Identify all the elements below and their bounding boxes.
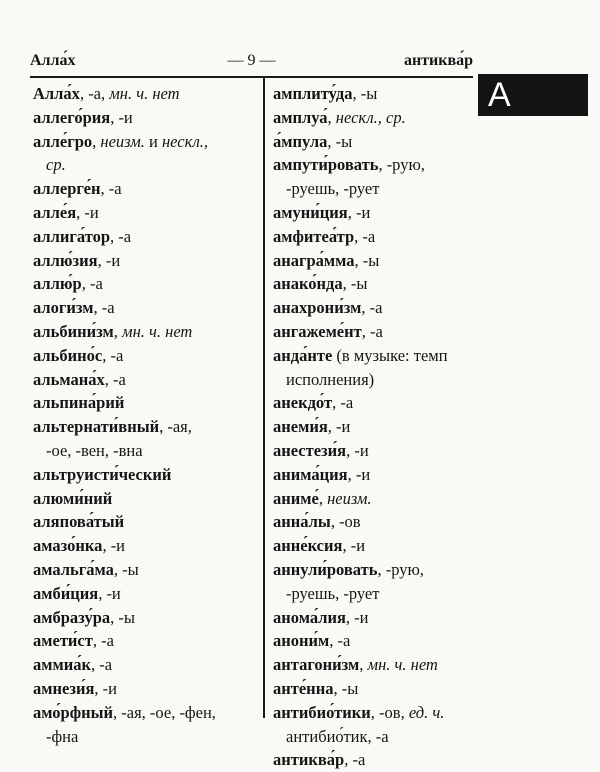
headword: алле́гро	[33, 131, 93, 151]
entry-text: -руешь, -рует	[286, 179, 380, 199]
headword: аляпова́тый	[33, 512, 125, 532]
dictionary-entry	[273, 629, 478, 653]
headword: анестези́я	[273, 440, 347, 460]
entry-text: , -а,	[79, 84, 110, 103]
headword: альтернати́вный	[33, 417, 160, 437]
entry-text: , -ов	[330, 512, 361, 532]
headword: анда́нте	[273, 345, 333, 365]
dictionary-entry	[273, 677, 478, 701]
dictionary-entry	[33, 534, 259, 558]
dictionary-entry	[33, 558, 259, 582]
entry-text: , -и	[342, 536, 366, 556]
entry-text: , -и	[76, 202, 99, 222]
entry-text: , -и	[327, 417, 351, 437]
dictionary-entry	[273, 391, 478, 415]
entry-text: , -ы	[327, 131, 353, 151]
entry-text: ,	[327, 107, 336, 127]
headword: амплуа́	[273, 107, 328, 127]
headword: алюми́ний	[33, 488, 113, 508]
dictionary-entry	[33, 701, 259, 725]
entry-text: ,	[318, 488, 328, 508]
entry-text: , -а	[361, 321, 383, 341]
headword: анима́ция	[273, 464, 348, 484]
headword: аммиа́к	[33, 655, 91, 675]
headword: амо́рфный	[33, 702, 114, 722]
headword: амби́ция	[33, 583, 99, 603]
entry-text: , -ы	[333, 678, 359, 698]
dictionary-entry	[33, 487, 259, 511]
dictionary-entry	[273, 748, 478, 772]
entry-continuation-line	[33, 439, 259, 463]
dictionary-entry	[33, 463, 259, 487]
entry-text: ,	[92, 131, 101, 151]
entry-text: , -и	[347, 202, 371, 222]
dictionary-entry	[273, 296, 478, 320]
entry-text: , -ы	[110, 607, 135, 627]
entry-text: , -а	[100, 179, 122, 199]
entry-text: -ое, -вен, -вна	[46, 440, 143, 460]
letter-thumb-tab	[478, 74, 588, 116]
grammar-note: неизм.	[327, 488, 372, 508]
dictionary-entry	[33, 106, 259, 130]
entry-text: , -и	[347, 464, 371, 484]
entry-continuation-line	[273, 582, 478, 606]
dictionary-entry	[273, 225, 478, 249]
dictionary-entry	[33, 130, 259, 154]
dictionary-entry	[273, 487, 478, 511]
entry-continuation-line	[273, 177, 478, 201]
entry-text: , -а	[332, 393, 354, 413]
dictionary-entry	[273, 130, 478, 154]
dictionary-entry	[273, 106, 478, 130]
entry-continuation-line	[33, 725, 259, 749]
grammar-note: мн. ч. нет	[122, 321, 193, 341]
left-entry-column	[33, 82, 259, 748]
entry-text: исполнения)	[286, 369, 375, 389]
headword: аллю́р	[33, 274, 82, 294]
dictionary-entry	[33, 344, 259, 368]
dictionary-entry	[33, 249, 259, 273]
headword: аллю́зия	[33, 250, 98, 270]
headword: анекдо́т	[273, 393, 333, 413]
entry-continuation-line	[273, 368, 478, 392]
headword: Алла́х	[33, 84, 80, 103]
dictionary-entry	[33, 272, 259, 296]
entry-text: , -а	[361, 298, 383, 318]
entry-text: -фна	[46, 726, 79, 746]
dictionary-entry	[33, 582, 259, 606]
headword: ампути́ровать	[273, 155, 379, 175]
dictionary-entry	[273, 153, 478, 177]
entry-text: , -ы	[342, 274, 368, 294]
entry-text: , -ы	[352, 84, 378, 103]
entry-text: , -а	[110, 226, 132, 246]
dictionary-entry	[33, 653, 259, 677]
dictionary-entry	[273, 272, 478, 296]
dictionary-entry	[273, 558, 478, 582]
dictionary-entry	[273, 439, 478, 463]
dictionary-entry	[273, 249, 478, 273]
entry-text: , -а	[354, 226, 376, 246]
entry-text: , -и	[102, 536, 126, 556]
column-divider	[263, 78, 265, 718]
entry-text: (в музыке: темп	[332, 345, 448, 365]
headword: анако́нда	[273, 274, 343, 294]
entry-text: ,	[359, 655, 368, 675]
entry-text: , -ая, -ое, -фен,	[113, 702, 216, 722]
dictionary-entry	[273, 415, 478, 439]
headword: амбразу́ра	[33, 607, 111, 627]
headword: анони́м	[273, 631, 330, 651]
dictionary-entry	[33, 201, 259, 225]
headword: амфитеа́тр	[273, 226, 355, 246]
headword: анна́лы	[273, 512, 331, 532]
headword: амазо́нка	[33, 536, 103, 556]
headword: амальга́ма	[33, 559, 114, 579]
grammar-note: нескл., ср.	[335, 107, 406, 127]
dictionary-entry	[273, 701, 478, 725]
dictionary-entry	[33, 510, 259, 534]
headword: аллерге́н	[33, 179, 101, 199]
dictionary-entry	[33, 677, 259, 701]
entry-text: , -рую,	[377, 559, 424, 579]
header-first-word: Алла́х	[30, 52, 76, 69]
entry-text: антибио́тик, -а	[286, 726, 389, 746]
entry-text: , -и	[110, 107, 133, 127]
headword: альбини́зм	[33, 321, 114, 341]
dictionary-entry	[273, 320, 478, 344]
entry-text: , -ов,	[370, 702, 409, 722]
entry-text: , -и	[94, 678, 117, 698]
entry-text: ,	[113, 321, 123, 341]
dictionary-entry	[33, 368, 259, 392]
headword: амети́ст	[33, 631, 93, 651]
headword: анте́нна	[273, 678, 334, 698]
dictionary-entry	[273, 201, 478, 225]
dictionary-entry	[33, 606, 259, 630]
headword: альбино́с	[33, 345, 103, 365]
entry-text: -руешь, -рует	[286, 583, 380, 603]
dictionary-entry	[33, 177, 259, 201]
entry-text: , -а	[104, 369, 126, 389]
headword: анне́ксия	[273, 536, 343, 556]
grammar-note: мн. ч. нет	[109, 84, 180, 103]
entry-continuation-line	[273, 725, 478, 749]
headword: аллего́рия	[33, 107, 111, 127]
headword: анеми́я	[273, 417, 328, 437]
dictionary-entry	[33, 629, 259, 653]
entry-text: , -а	[102, 345, 124, 365]
entry-continuation-line	[33, 153, 259, 177]
headword: алле́я	[33, 202, 77, 222]
headword: альтруисти́ческий	[33, 464, 172, 484]
grammar-note: неизм.	[100, 131, 145, 151]
entry-text: , -а	[344, 750, 366, 770]
dictionary-entry	[33, 82, 259, 106]
right-entry-column	[273, 82, 478, 772]
dictionary-entry	[33, 296, 259, 320]
dictionary-entry	[33, 320, 259, 344]
entry-text: , -а	[91, 655, 113, 675]
header-rule	[30, 76, 473, 78]
headword: альмана́х	[33, 369, 105, 389]
entry-text: , -ы	[354, 250, 380, 270]
dictionary-entry	[273, 653, 478, 677]
dictionary-entry	[273, 463, 478, 487]
grammar-note: нескл.,	[161, 131, 209, 151]
dictionary-entry	[273, 82, 478, 106]
entry-text: , -а	[93, 298, 115, 318]
headword: антагони́зм	[273, 655, 360, 675]
grammar-note: ср.	[46, 155, 66, 175]
header-last-word: антиква́р	[403, 52, 473, 69]
entry-text: , -ая,	[159, 417, 192, 437]
page-number: — 9 —	[227, 52, 276, 69]
dictionary-entry	[33, 225, 259, 249]
running-header	[30, 52, 473, 76]
dictionary-entry	[33, 391, 259, 415]
headword: аллига́тор	[33, 226, 111, 246]
headword: антибио́тики	[273, 702, 371, 722]
headword: ангажеме́нт	[273, 321, 362, 341]
entry-text: , -рую,	[378, 155, 425, 175]
dictionary-entry	[273, 606, 478, 630]
entry-text: , -а	[329, 631, 351, 651]
entry-text: и	[144, 131, 162, 151]
headword: а́мпула	[273, 131, 328, 151]
headword: антиква́р	[273, 750, 345, 770]
entry-text: , -и	[345, 607, 369, 627]
dictionary-entry	[273, 534, 478, 558]
dictionary-entry	[273, 344, 478, 368]
entry-text: , -а	[92, 631, 114, 651]
dictionary-entry	[33, 415, 259, 439]
headword: анома́лия	[273, 607, 346, 627]
dictionary-entry	[273, 510, 478, 534]
headword: алоги́зм	[33, 298, 94, 318]
entry-text: , -и	[97, 250, 121, 270]
headword: амплиту́да	[273, 84, 353, 103]
headword: амнези́я	[33, 678, 95, 698]
headword: амуни́ция	[273, 202, 348, 222]
entry-text: , -ы	[113, 559, 139, 579]
headword: альпина́рий	[33, 393, 125, 413]
section-letter: А	[488, 76, 511, 114]
entry-text: , -и	[98, 583, 121, 603]
headword: аниме́	[273, 488, 319, 508]
headword: анахрони́зм	[273, 298, 362, 318]
entry-text: , -а	[81, 274, 103, 294]
grammar-note: мн. ч. нет	[367, 655, 438, 675]
headword: анагра́мма	[273, 250, 355, 270]
grammar-note: ед. ч.	[408, 702, 445, 722]
headword: аннули́ровать	[273, 559, 378, 579]
entry-text: , -и	[346, 440, 369, 460]
